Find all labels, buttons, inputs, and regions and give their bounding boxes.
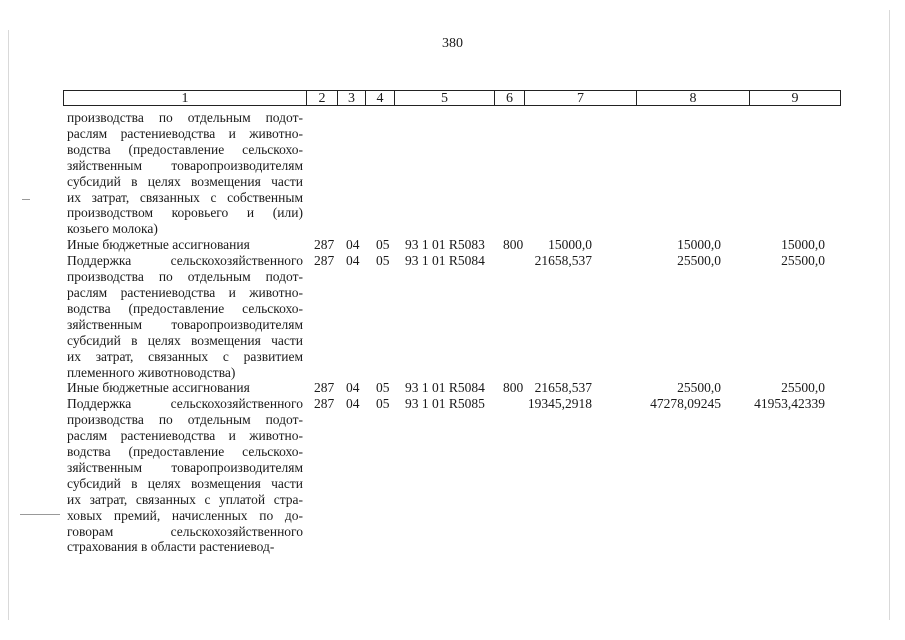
page-number: 380: [442, 36, 463, 51]
description-line: Иные бюджетные ассигнования: [67, 237, 250, 253]
header-col-1: 1: [63, 90, 307, 106]
description-line: водства (предоставление сельскохо-: [67, 141, 303, 157]
description-line: производства по отдельным подот-: [67, 269, 303, 285]
description-line: Поддержка сельскохозяйственного: [67, 253, 303, 269]
cell-c2: 287: [314, 380, 335, 396]
description-line: их затрат, связанных с развитием: [67, 348, 303, 364]
row-description: [67, 253, 303, 380]
description-line: производства по отдельным подот-: [67, 412, 303, 428]
description-line: козьего молока): [67, 221, 158, 237]
row-description: [67, 396, 303, 555]
cell-c4: 05: [376, 396, 390, 412]
cell-c9: 25500,0: [781, 380, 825, 396]
table-row: [0, 110, 905, 237]
cell-c4: 05: [376, 237, 390, 253]
description-line: водства (предоставление сельскохо-: [67, 300, 303, 316]
description-line: Поддержка сельскохозяйственного: [67, 396, 303, 412]
cell-c7: 15000,0: [548, 237, 592, 253]
description-line: племенного животноводства): [67, 364, 236, 380]
description-line: зяйственным товаропроизводителям: [67, 459, 303, 475]
description-line: водства (предоставление сельскохо-: [67, 444, 303, 460]
cell-c4: 05: [376, 253, 390, 269]
cell-c9: 41953,42339: [754, 396, 825, 412]
cell-c5: 93 1 01 R5084: [405, 380, 485, 396]
cell-c8: 25500,0: [677, 380, 721, 396]
description-line: раслям растениеводства и животно-: [67, 125, 303, 141]
row-description: [67, 380, 303, 396]
description-line: раслям растениеводства и животно-: [67, 284, 303, 300]
header-col-2: 2: [306, 90, 338, 106]
cell-c8: 15000,0: [677, 237, 721, 253]
cell-c7: 21658,537: [534, 253, 592, 269]
description-line: зяйственным товаропроизводителям: [67, 316, 303, 332]
cell-c6: 800: [503, 237, 524, 253]
header-col-4: 4: [365, 90, 395, 106]
description-line: Иные бюджетные ассигнования: [67, 380, 250, 396]
cell-c2: 287: [314, 253, 335, 269]
description-line: раслям растениеводства и животно-: [67, 428, 303, 444]
cell-c6: 800: [503, 380, 524, 396]
cell-c2: 287: [314, 396, 335, 412]
description-line: субсидий в целях возмещения части: [67, 332, 303, 348]
header-col-8: 8: [636, 90, 750, 106]
description-line: ховых премий, начисленных по до-: [67, 507, 303, 523]
description-line: страхования в области растениевод-: [67, 539, 275, 555]
description-line: производством коровьего и (или): [67, 205, 303, 221]
header-col-3: 3: [337, 90, 366, 106]
description-line: говорам сельскохозяйственного: [67, 523, 303, 539]
description-line: субсидий в целях возмещения части: [67, 173, 303, 189]
description-line: их затрат, связанных с уплатой стра-: [67, 491, 303, 507]
cell-c5: 93 1 01 R5085: [405, 396, 485, 412]
cell-c8: 25500,0: [677, 253, 721, 269]
row-description: [67, 110, 303, 237]
cell-c8: 47278,09245: [650, 396, 721, 412]
cell-c7: 21658,537: [534, 380, 592, 396]
table-row: [0, 253, 905, 380]
table-body: [0, 110, 905, 555]
header-col-5: 5: [394, 90, 495, 106]
cell-c9: 15000,0: [781, 237, 825, 253]
cell-c7: 19345,2918: [527, 396, 592, 412]
cell-c3: 04: [346, 237, 360, 253]
description-line: зяйственным товаропроизводителям: [67, 157, 303, 173]
row-description: [67, 237, 303, 253]
cell-c3: 04: [346, 380, 360, 396]
header-col-7: 7: [524, 90, 637, 106]
table-header: [63, 90, 841, 106]
cell-c3: 04: [346, 253, 360, 269]
description-line: субсидий в целях возмещения части: [67, 475, 303, 491]
description-line: их затрат, связанных с собственным: [67, 189, 303, 205]
table-row: [0, 380, 905, 396]
cell-c5: 93 1 01 R5083: [405, 237, 485, 253]
cell-c9: 25500,0: [781, 253, 825, 269]
cell-c4: 05: [376, 380, 390, 396]
header-col-9: 9: [749, 90, 841, 106]
cell-c3: 04: [346, 396, 360, 412]
table-row: [0, 237, 905, 253]
description-line: производства по отдельным подот-: [67, 110, 303, 125]
cell-c2: 287: [314, 237, 335, 253]
table-row: [0, 396, 905, 555]
header-col-6: 6: [494, 90, 525, 106]
cell-c5: 93 1 01 R5084: [405, 253, 485, 269]
